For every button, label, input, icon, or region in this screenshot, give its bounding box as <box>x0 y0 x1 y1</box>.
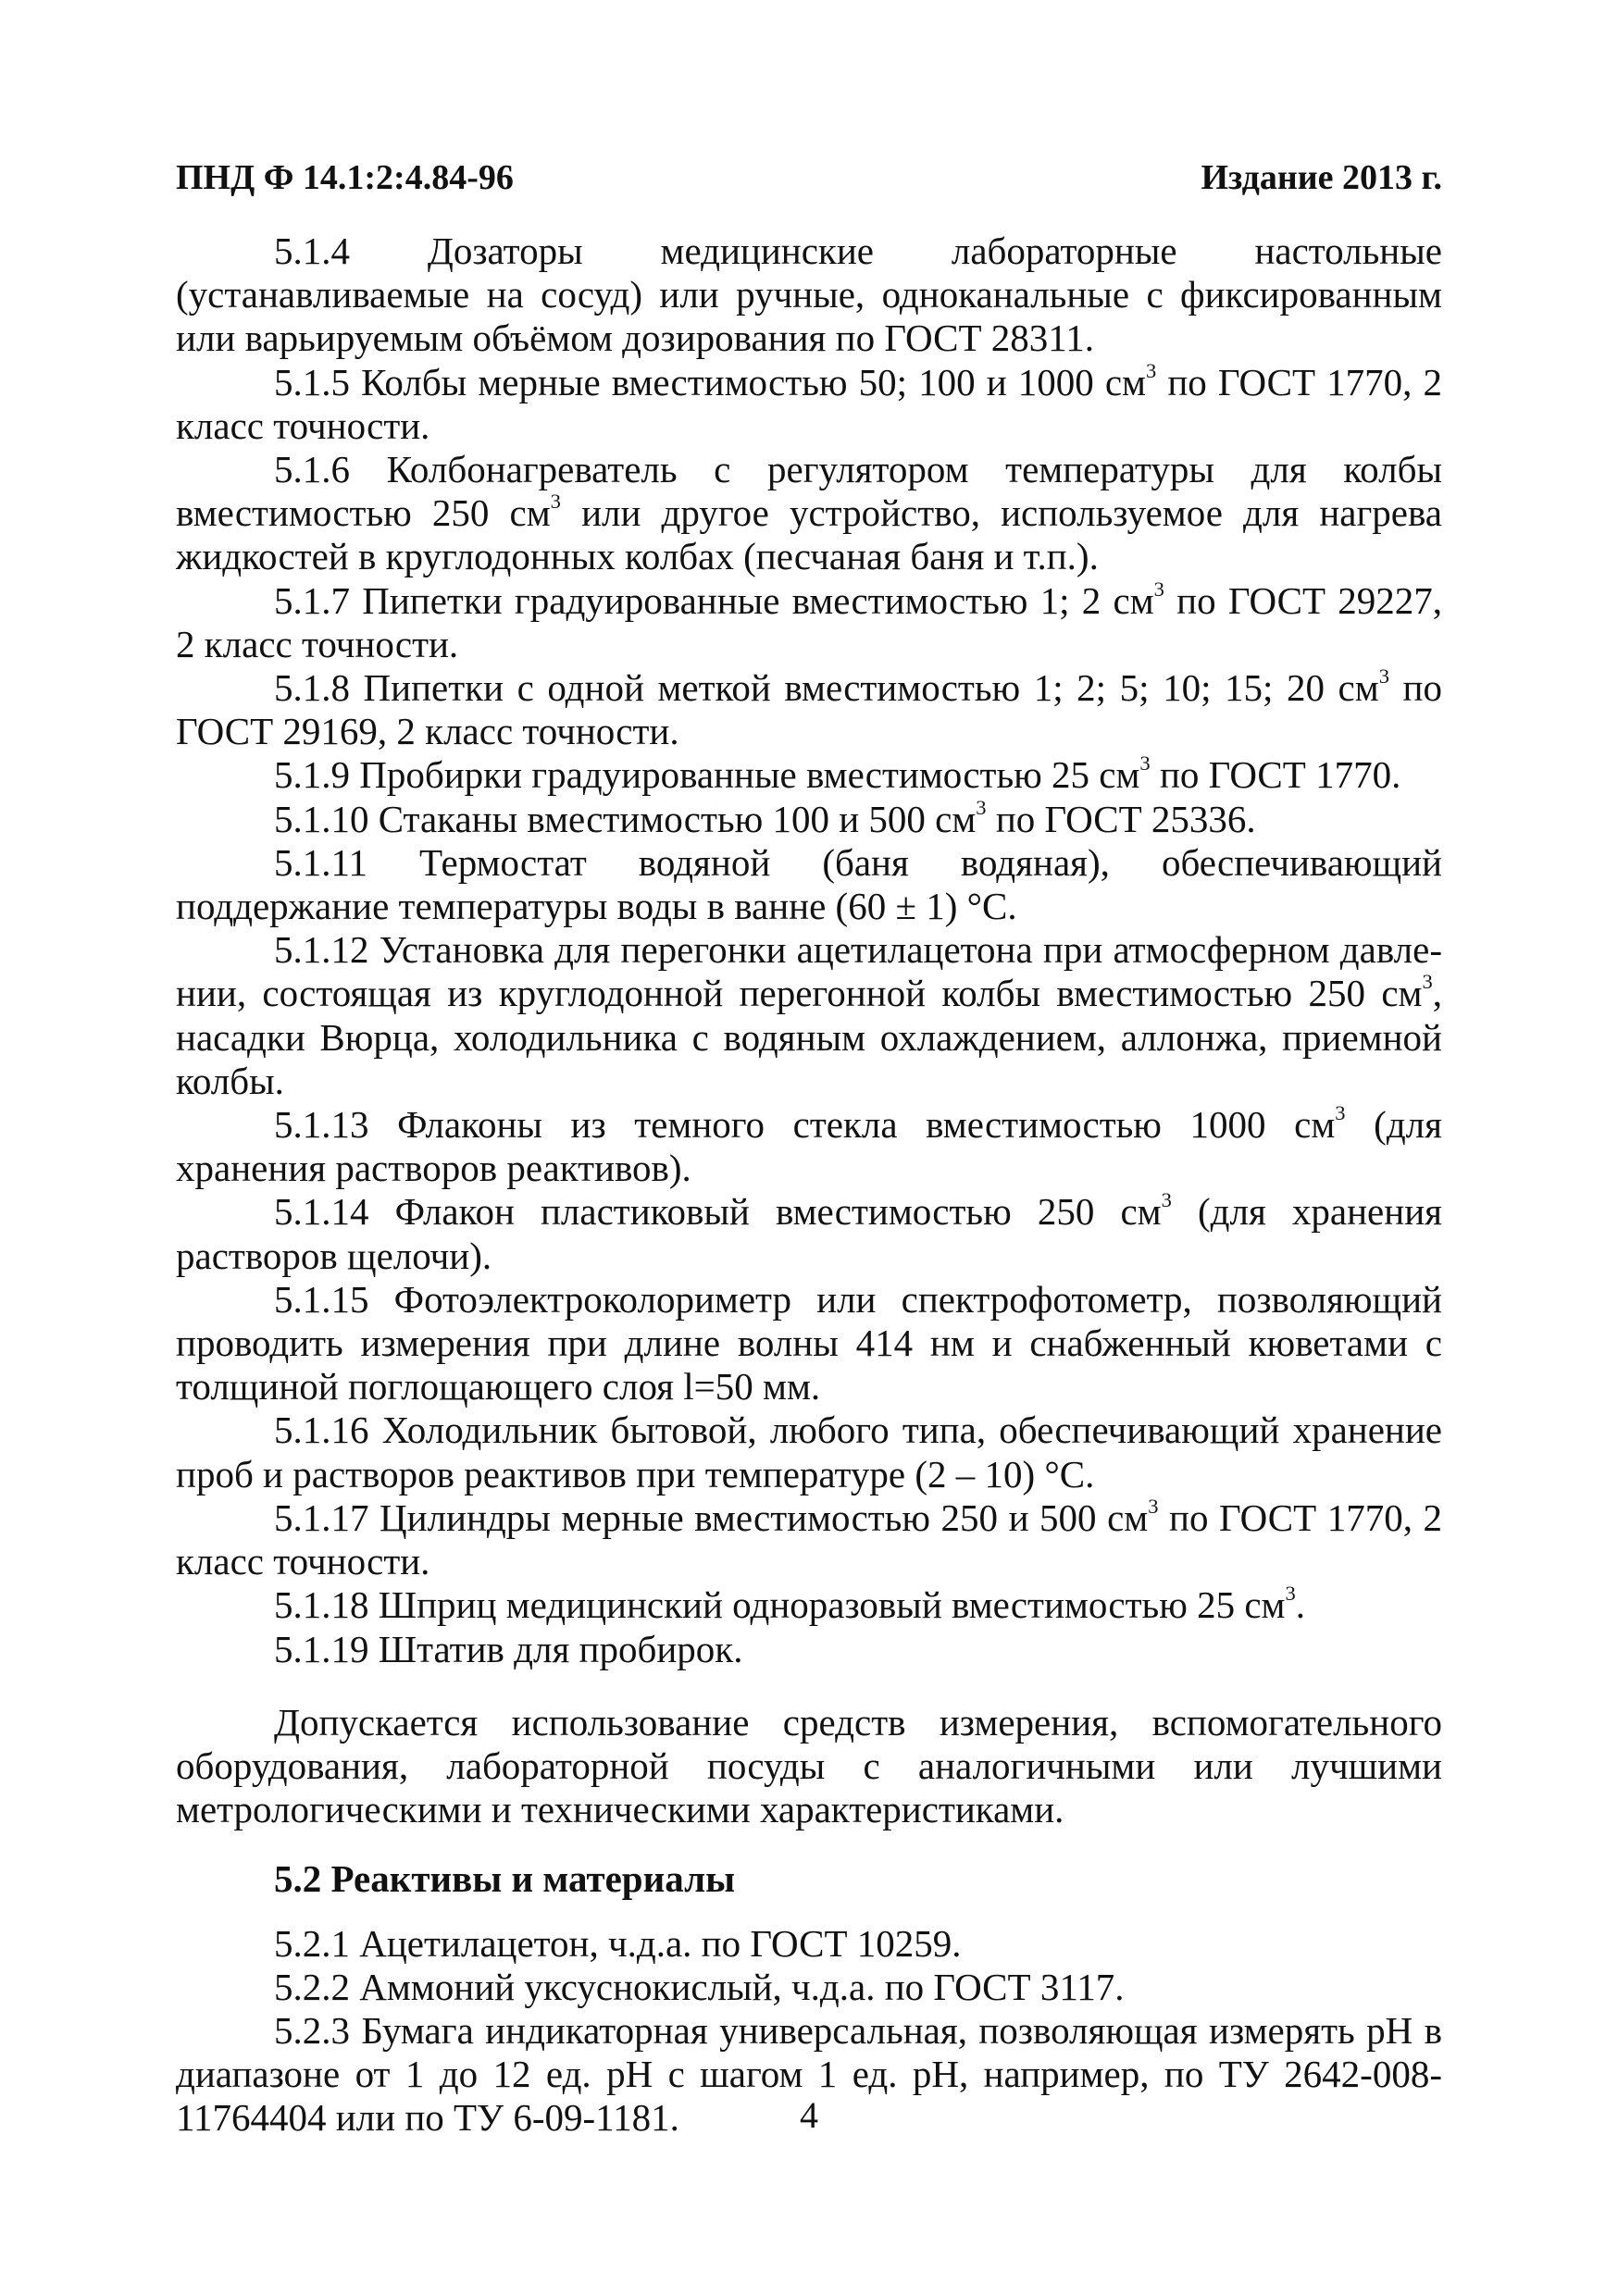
item-5-1-9: 5.1.9 Пробирки градуированные вместимостью 25 $см^3$ по ГОСТ 1770. <box>274 751 1401 797</box>
item-5-1-8: 5.1.8 Пипетки с одной меткой вместимостью 1; 2; 5; 10; 15; 20 $см^3$ по ГОСТ 29169, 2 класс точности. <box>176 664 1442 753</box>
item-5-1-19: 5.1.19 Штатив для пробирок. <box>274 1627 743 1670</box>
item-5-2-3: 5.2.3 Бумага индикаторная универсальная, позволяющая измерять рН в диапазоне от 1 до 12 ед. рН с шагом 1 ед. рН, например, по ТУ 2642-008-11764404 или по ТУ 6-09-1181. <box>176 2008 1442 2140</box>
equivalence-note: Допускается использование средств измерения, вспомогательного оборудования, лабораторной посуды с аналогичными или лучшими метрологическими и техническими характеристиками. <box>176 1700 1442 1831</box>
item-5-1-18: 5.1.18 Шприц медицинский одноразовый вместимостью 25 $см^3$. <box>274 1582 1305 1627</box>
item-5-1-4: 5.1.4 Дозаторы медицинские лабораторные настольные (устанавливаемые на сосуд) или ручные, одноканальные с фиксированным или варьируемым объёмом дозирования по ГОСТ 28311. <box>176 230 1442 360</box>
edition-label: Издание 2013 г. <box>1201 158 1442 197</box>
section-heading-5-2: 5.2 Реактивы и материалы <box>274 1857 736 1901</box>
page-number: 4 <box>800 2094 818 2136</box>
item-5-1-16: 5.1.16 Холодильник бытовой, любого типа, обеспечивающий хранение проб и растворов реактивов при температуре (2 – 10) °С. <box>176 1409 1442 1496</box>
item-5-1-14: 5.1.14 Флакон пластиковый вместимостью 250 $см^3$ (для хранения растворов щелочи). <box>176 1188 1442 1277</box>
item-5-1-12: 5.1.12 Установка для перегонки ацетилацетона при атмосферном давлении, состоящая из круглодонной перегонной колбы вместимостью 250 $см^3$, насадки Вюрца, холодильника с водяным охлаждением, аллонжа, приемной колбы. <box>176 928 1442 1102</box>
item-5-1-17: 5.1.17 Цилиндры мерные вместимостью 250 и 500 $см^3$ по ГОСТ 1770, 2 класс точности. <box>176 1494 1442 1583</box>
item-5-1-13: 5.1.13 Флаконы из темного стекла вместимостью 1000 $см^3$ (для хранения растворов реактивов). <box>176 1100 1442 1190</box>
document-body <box>176 230 1442 2141</box>
page-header <box>176 155 1442 200</box>
item-5-2-2: 5.2.2 Аммоний уксуснокислый, ч.д.а. по ГОСТ 3117. <box>274 1965 1125 2008</box>
item-5-1-15: 5.1.15 Фотоэлектроколориметр или спектрофотометр, позволяющий проводить измерения при длине волны 414 нм и снабженный кюветами с толщиной поглощающего слоя l=50 мм. <box>176 1277 1442 1409</box>
item-5-1-6: 5.1.6 Колбонагреватель с регулятором температуры для колбы вместимостью 250 $см^3$ или другое устройство, используемое для нагрева жидкостей в круглодонных колбах (песчаная баня и т.п.). <box>176 448 1442 578</box>
item-5-1-11: 5.1.11 Термостат водяной (баня водяная), обеспечивающий поддержание температуры воды в ванне (60 ± 1) °С. <box>176 840 1442 928</box>
document-code: ПНД Ф 14.1:2:4.84-96 <box>176 158 514 197</box>
item-5-1-10: 5.1.10 Стаканы вместимостью 100 и 500 $см^3$ по ГОСТ 25336. <box>274 795 1256 840</box>
item-5-1-7: 5.1.7 Пипетки градуированные вместимостью 1; 2 $см^3$ по ГОСТ 29227, 2 класс точности. <box>176 577 1443 665</box>
item-5-1-5: 5.1.5 Колбы мерные вместимостью 50; 100 и 1000 $см^3$ по ГОСТ 1770, 2 класс точности. <box>176 358 1442 447</box>
item-5-2-1: 5.2.1 Ацетилацетон, ч.д.а. по ГОСТ 10259. <box>274 1921 962 1965</box>
